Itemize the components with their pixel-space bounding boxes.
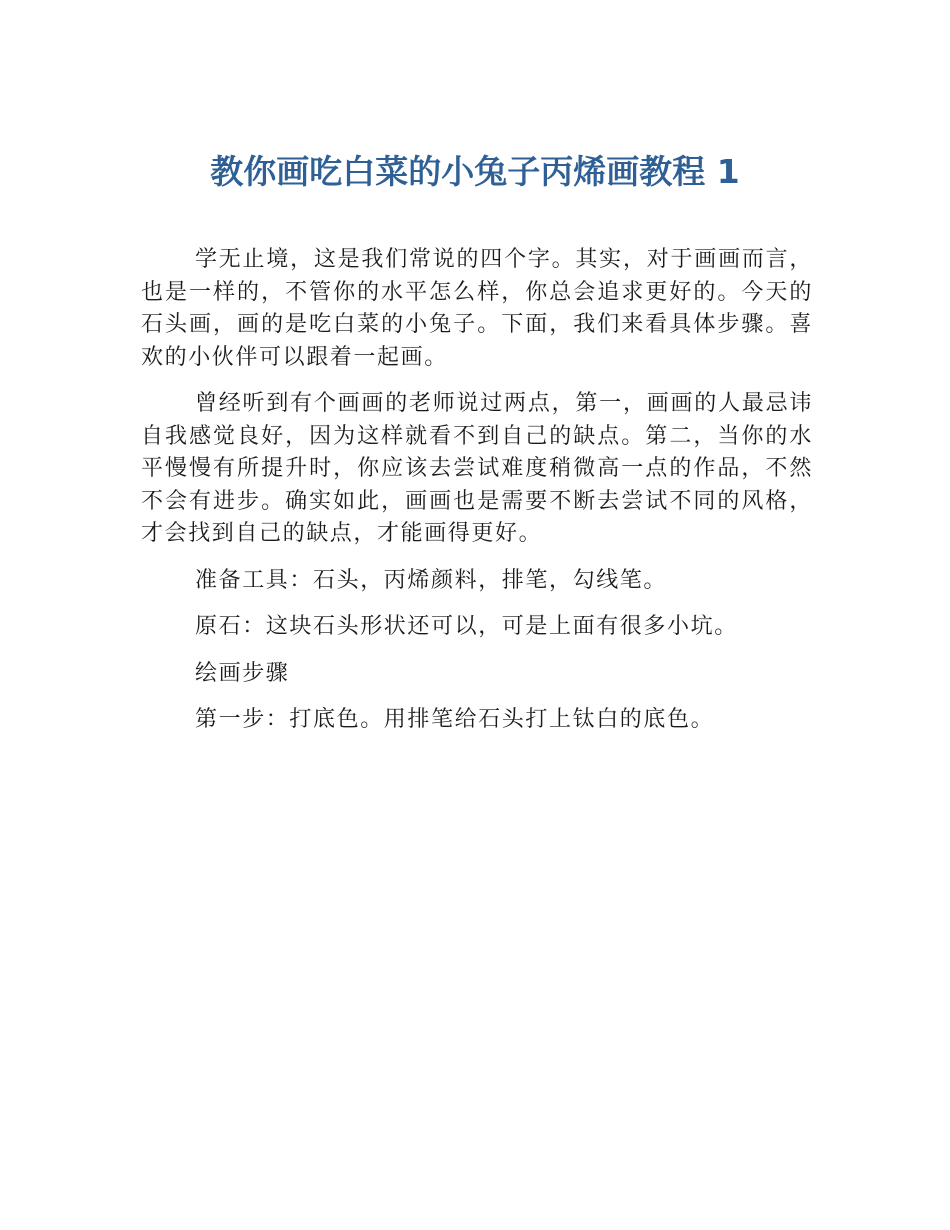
document-title: 教你画吃白菜的小兔子丙烯画教程 1	[210, 152, 740, 191]
paragraph-teacher-advice: 曾经听到有个画画的老师说过两点，第一，画画的人最忌讳自我感觉良好，因为这样就看不到自己的缺点。第二，当你的水平慢慢有所提升时，你应该去尝试难度稍微高一点的作品，不然不会有进步。确实如此，画画也是需要不断去尝试不同的风格，才会找到自己的缺点，才能画得更好。	[141, 391, 813, 546]
paragraph-intro: 学无止境，这是我们常说的四个字。其实，对于画画而言，也是一样的，不管你的水平怎么样，你总会追求更好的。今天的石头画，画的是吃白菜的小兔子。下面，我们来看具体步骤。喜欢的小伙伴可以跟着一起画。	[141, 247, 813, 370]
paragraph-step-one: 第一步：打底色。用排笔给石头打上钛白的底色。	[195, 707, 715, 732]
paragraph-tools: 准备工具：石头，丙烯颜料，排笔，勾线笔。	[195, 567, 668, 593]
document-body	[141, 244, 813, 751]
paragraph-stone: 原石：这块石头形状还可以，可是上面有很多小坑。	[195, 614, 738, 639]
paragraph-steps-heading: 绘画步骤	[195, 660, 290, 686]
